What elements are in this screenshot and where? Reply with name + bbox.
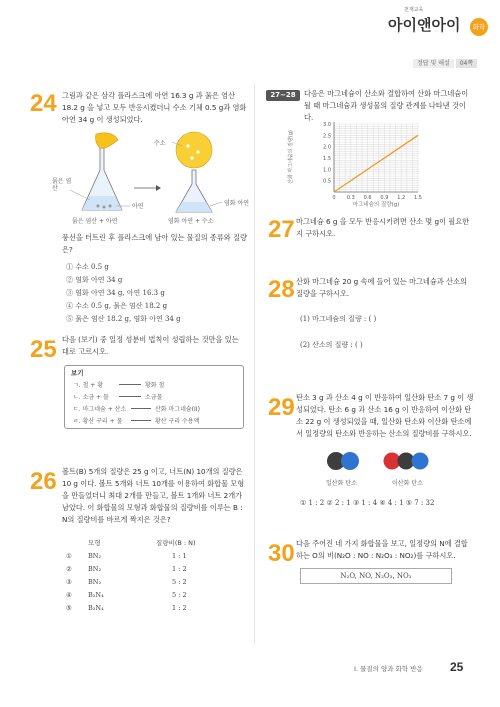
q30-compound-box xyxy=(300,568,452,584)
q26-col1-header: 모형 xyxy=(88,539,101,547)
q25-item-1 xyxy=(73,380,241,390)
q26-row-2-model: BN₂ xyxy=(88,565,102,573)
chart-series xyxy=(334,135,418,192)
chart-x-ticks xyxy=(332,195,422,201)
footer-chapter: I. 물질의 양과 화학 반응 xyxy=(354,665,423,673)
q25-item-3-left: ㄷ. 마그네슘 + 산소 xyxy=(73,406,127,413)
q26-row-2-num: ② xyxy=(66,565,72,573)
q30-compounds: N₂O, NO, N₂O₃, NO₂ xyxy=(340,572,412,580)
molecule-diagram xyxy=(322,448,434,474)
q26-row-3-model: BN₂ xyxy=(88,578,102,586)
y-tick-label: 0.5 xyxy=(323,178,331,185)
q26-row-5-num: ⑤ xyxy=(66,604,72,612)
q28-answer-1[interactable]: (1) 마그네슘의 질량 : ( ) xyxy=(300,315,377,323)
q26-row-3-ratio: 5 : 2 xyxy=(172,578,187,586)
q26-row-1-ratio: 1 : 1 xyxy=(172,552,187,560)
x-tick-label: 0 xyxy=(332,195,336,201)
q26-row-4-num: ④ xyxy=(66,591,72,599)
mol2-label: 이산화 탄소 xyxy=(392,480,423,487)
q25-box-title: 보기 xyxy=(71,369,84,377)
q24-option-5[interactable]: ⑤ 묽은 염산 18.2 g, 염화 아연 34 g xyxy=(66,315,181,323)
q25-item-2-right: 소금물 xyxy=(145,394,163,401)
q26-row-2-ratio: 1 : 2 xyxy=(172,565,187,573)
mol1-label: 일산화 탄소 xyxy=(326,480,357,487)
label-dilute-acid: 묽은 염산 xyxy=(52,178,72,192)
q26-row-5-ratio: 1 : 2 xyxy=(172,604,187,612)
subject-badge xyxy=(470,18,488,36)
q25-item-3-right: 산화 마그네슘(II) xyxy=(155,406,200,413)
q25-item-4-left: ㄹ. 황산 구리 + 물 xyxy=(73,418,123,425)
q26-row-5[interactable] xyxy=(64,604,244,615)
q27-text: 마그네슘 6 g 을 모두 반응시키려면 산소 몇 g이 필요한지 구하시오. xyxy=(296,217,470,238)
chart-xlabel: 마그네슘의 질량(g) xyxy=(352,202,400,208)
q2728-badge xyxy=(266,90,300,101)
footer-page-number: 25 xyxy=(450,660,464,674)
q26-row-1[interactable] xyxy=(64,552,244,563)
co-molecule-icon xyxy=(327,452,359,470)
arrow-icon xyxy=(131,420,151,421)
series-small-text: 천재교육 xyxy=(404,7,424,13)
q24-number: 24 xyxy=(30,90,57,117)
y-tick-label: 2.5 xyxy=(323,133,331,140)
x-tick-label: 1.5 xyxy=(414,195,422,201)
q26-row-3[interactable] xyxy=(64,578,244,589)
y-tick-label: 1.0 xyxy=(323,167,331,174)
q25-item-3 xyxy=(73,404,241,414)
q25-item-4 xyxy=(73,416,241,426)
q26-row-4[interactable] xyxy=(64,591,244,602)
q24-text: 그림과 같은 삼각 플라스크에 아연 16.3 g 과 묽은 염산 18.2 g 을 넣고 모두 반응시켰더니 수소 기체 0.5 g과 염화 아연 34 g 이 생성되었다. xyxy=(62,91,247,124)
q29-number: 29 xyxy=(268,394,295,421)
q25-example-box xyxy=(64,365,244,429)
q26-row-5-model: B₂N₄ xyxy=(88,604,104,612)
q26-table xyxy=(64,538,244,620)
q24-option-4[interactable]: ④ 수소 0.5 g, 묽은 염산 18.2 g xyxy=(66,302,168,310)
q25-item-2-left: ㄴ. 소금 + 물 xyxy=(73,394,109,401)
arrow-icon xyxy=(119,384,141,385)
q2728-badge-text: 27~28 xyxy=(270,91,296,99)
subject-badge-text: 화학 xyxy=(472,23,486,31)
series-line xyxy=(334,135,418,192)
q28-text: 산화 마그네슘 20 g 속에 들어 있는 마그네슘과 산소의 질량을 구하시오. xyxy=(296,277,467,298)
arrow-icon xyxy=(119,396,141,397)
q25-text: 다음 (보기) 중 일정 성분비 법칙이 성립하는 것만을 있는 대로 고르시오. xyxy=(62,335,239,356)
q29-options[interactable]: ① 1 : 2 ② 2 : 1 ③ 1 : 4 ④ 4 : 1 ⑤ 7 : 32 xyxy=(300,499,435,507)
x-tick-label: 0.6 xyxy=(363,195,372,201)
q26-number: 26 xyxy=(30,468,57,495)
answer-label: 정답 및 해설 xyxy=(413,59,454,68)
x-tick-label: 0.9 xyxy=(380,195,389,201)
chart-ylabel: 산화 마그네슘의 질량(g) xyxy=(288,130,294,184)
answer-ref xyxy=(413,58,477,70)
q25-item-2 xyxy=(73,392,241,402)
x-tick-label: 1.2 xyxy=(397,195,406,201)
answer-page: 04쪽 xyxy=(456,59,477,68)
q28-answer-2[interactable]: (2) 산소의 질량 : ( ) xyxy=(300,341,363,349)
label-zinc-chloride: 염화 아연 xyxy=(224,200,250,207)
caption-right: 염화 아연 + 수소 xyxy=(168,218,214,225)
x-tick-label: 0.3 xyxy=(346,195,355,201)
q26-text: 볼트(B) 5개의 질량은 25 g 이고, 너트(N) 10개의 질량은 10 g 이다. 볼트 5개와 너트 10개를 이용하여 화합물 모형을 만들었더니 최대 2개를 만들고, 볼트 1개와 너트 2개가 남았다. 이 화합물의 모형과 화합물의 질량비를 이루는 B : N의 질량비를 바르게 짝지은 것은? xyxy=(62,467,245,524)
column-divider xyxy=(254,84,255,644)
q29-text: 탄소 3 g 과 산소 4 g 이 반응하여 일산화 탄소 7 g 이 생성되었다. 탄소 6 g 과 산소 16 g 이 반응하여 이산화 탄소 22 g 이 생성되었을 때, 일산화 탄소와 이산화 탄소에서 일정량의 탄소와 반응하는 산소의 질량비를 구하시오. xyxy=(296,393,474,438)
q25-item-1-left: ㄱ. 철 + 황 xyxy=(73,382,104,389)
q25-item-1-right: 황화 철 xyxy=(145,382,165,389)
q26-row-2[interactable] xyxy=(64,565,244,576)
q26-row-4-model: B₂N₄ xyxy=(88,591,104,599)
q26-col2-header: 질량비(B : N) xyxy=(156,539,196,547)
q30-number: 30 xyxy=(268,540,295,567)
q2728-text: 다음은 마그네슘이 산소와 결합하여 산화 마그네슘이 될 때 마그네슘과 생성물의 질량 관계를 나타낸 것이다. xyxy=(304,89,469,122)
logo-text: 아이앤아이 xyxy=(388,17,461,34)
q28-number: 28 xyxy=(268,276,295,303)
q27-number: 27 xyxy=(268,216,295,243)
q25-item-4-right: 황산 구리 수용액 xyxy=(155,418,200,425)
q26-row-3-num: ③ xyxy=(66,578,72,586)
q25-number: 25 xyxy=(30,336,57,363)
y-tick-label: 3.0 xyxy=(323,122,331,128)
q26-row-1-num: ① xyxy=(66,552,72,560)
q24-option-1[interactable]: ① 수소 0.5 g xyxy=(66,263,109,271)
q26-row-1-model: BN₂ xyxy=(88,552,102,560)
q24-option-2[interactable]: ② 염화 아연 34 g xyxy=(66,276,123,284)
chart-y-ticks xyxy=(323,122,331,185)
arrow-icon xyxy=(131,408,151,409)
q30-text: 다음 주어진 네 가지 화합물을 보고, 일정량의 N에 결합하는 O의 비(N₂O : NO : N₂O₃ : NO₂)를 구하시오. xyxy=(296,539,468,560)
co2-molecule-icon xyxy=(384,453,429,470)
label-hydrogen: 수소 xyxy=(154,140,166,147)
header-logo xyxy=(388,6,468,42)
mg-mass-chart xyxy=(280,112,460,208)
chart-grid xyxy=(334,124,418,192)
y-tick-label: 2.0 xyxy=(323,144,331,151)
caption-left: 묽은 염산 + 아연 xyxy=(72,218,118,225)
q24-option-3[interactable]: ③ 염화 아연 34 g, 아연 16.3 g xyxy=(66,289,165,297)
y-tick-label: 1.5 xyxy=(323,156,331,162)
q24-question: 풍선을 터트린 후 플라스크에 남아 있는 물질의 종류와 질량은? xyxy=(62,233,247,254)
q26-row-4-ratio: 5 : 2 xyxy=(172,591,187,599)
label-zinc: 아연 xyxy=(132,203,144,210)
